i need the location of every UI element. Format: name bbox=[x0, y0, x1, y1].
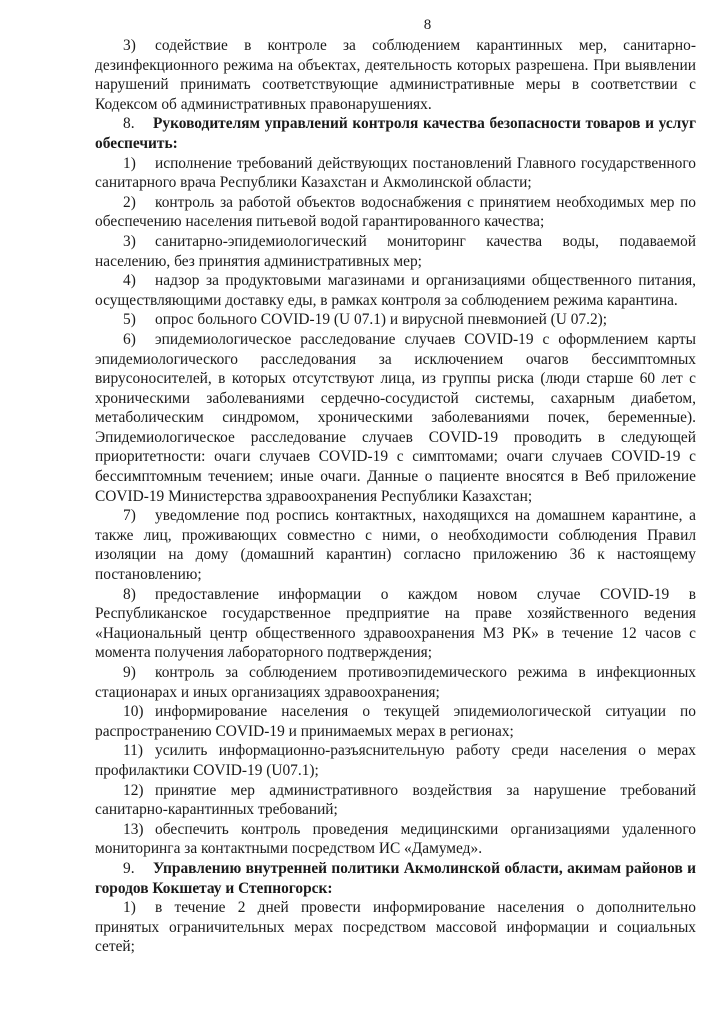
list-item-paragraph bbox=[95, 232, 696, 271]
item-number: 9) bbox=[123, 664, 136, 681]
list-item-paragraph bbox=[95, 310, 696, 330]
item-number: 3) bbox=[123, 232, 136, 250]
list-item-paragraph bbox=[95, 193, 696, 232]
paragraph-text: содействие в контроле за соблюдением карантинных мер, санитарно-дезинфекционного режима на объектах, деятельность которых разрешена. При выявлении нарушений принимать соответствующие административные меры в соответствии с Кодексом об административных правонарушениях. bbox=[95, 37, 696, 113]
paragraph-text: предоставление информации о каждом новом случае COVID-19 в Республиканское государственное предприятие на праве хозяйственного ведения «Национальный центр общественного здравоохранения МЗ РК» в течение 12 часов с момента получения лабораторного подтверждения; bbox=[95, 585, 696, 662]
page-number: 8 bbox=[423, 17, 432, 33]
item-number: 11) bbox=[123, 742, 143, 760]
paragraph-text: надзор за продуктовыми магазинами и организациями общественного питания, осуществляющими доставку еды, в рамках контроля за соблюдением режима карантина. bbox=[95, 272, 696, 309]
list-item-paragraph bbox=[95, 585, 696, 663]
list-item-paragraph bbox=[95, 702, 696, 741]
list-item-paragraph bbox=[95, 330, 696, 506]
paragraph-text: опрос больного COVID-19 (U 07.1) и вирусной пневмонией (U 07.2); bbox=[155, 311, 608, 329]
section-heading: Управлению внутренней политики Акмолинской области, акимам районов и городов Кокшетау и Степногорск: bbox=[95, 859, 696, 897]
item-number: 10) bbox=[123, 703, 144, 721]
paragraph-text: обеспечить контроль проведения медицинскими организациями удаленного мониторинга за контактными посредством ИС «Дамумед». bbox=[95, 820, 696, 858]
item-number: 1) bbox=[123, 154, 136, 172]
item-number: 12) bbox=[123, 781, 144, 799]
item-number: 2) bbox=[123, 193, 136, 211]
list-item-paragraph bbox=[95, 154, 696, 193]
section-heading-paragraph bbox=[95, 114, 696, 153]
list-item-paragraph bbox=[95, 781, 696, 820]
list-item-paragraph bbox=[95, 741, 696, 780]
section-heading-paragraph bbox=[95, 859, 696, 898]
list-item-paragraph bbox=[95, 898, 696, 957]
item-number: 1) bbox=[123, 899, 136, 917]
paragraph-text: санитарно-эпидемиологический мониторинг качества воды, подаваемой населению, без принятия административных мер; bbox=[95, 232, 696, 270]
item-number: 5) bbox=[123, 311, 136, 329]
paragraph-text: в течение 2 дней провести информирование населения о дополнительно принятых ограничительных мерах посредством массовой информации и социальных сетей; bbox=[95, 899, 696, 956]
list-item-paragraph bbox=[95, 506, 696, 584]
paragraph-text: информирование населения о текущей эпидемиологической ситуации по распространению COVID-19 и принимаемых мерах в регионах; bbox=[95, 703, 696, 740]
item-number: 7) bbox=[123, 507, 136, 525]
item-number: 6) bbox=[123, 330, 136, 348]
paragraph-text: контроль за соблюдением противоэпидемического режима в инфекционных стационарах и иных организациях здравоохранения; bbox=[95, 664, 696, 701]
item-number: 8) bbox=[123, 585, 136, 603]
paragraph-text: уведомление под роспись контактных, находящихся на домашнем карантине, а также лиц, проживающих совместно с ними, о необходимости соблюдения Правил изоляции на дому (домашний карантин) согласно приложению 36 к настоящему постановлению; bbox=[95, 507, 696, 584]
item-number: 9. bbox=[123, 859, 135, 877]
paragraph-text: принятие мер административного воздействия за нарушение требований санитарно-карантинных требований; bbox=[95, 781, 696, 819]
item-number: 3) bbox=[123, 37, 136, 54]
paragraph-text: исполнение требований действующих постановлений Главного государственного санитарного врача Республики Казахстан и Акмолинской области; bbox=[95, 154, 696, 192]
paragraph-text: усилить информационно-разъяснительную работу среди населения о мерах профилактики COVID-19 (U07.1); bbox=[95, 742, 696, 779]
document-body bbox=[95, 36, 696, 957]
item-number: 13) bbox=[123, 820, 144, 838]
paragraph-text: эпидемиологическое расследование случаев COVID-19 с оформлением карты эпидемиологического расследования за исключением очагов бессимптомных вирусоносителей, в которых отсутствуют лица, из группы риска (люди старше 60 лет с хроническими заболеваниями сердечно-сосудистой системы, сахарным диабетом, метаболическим синдромом, хроническими заболеваниями почек, беременные). Эпидемиологическое расследование случаев COVID-19 проводить в следующей приоритетности: очаги случаев COVID-19 с симптомами; очаги случаев COVID-19 с бессимптомным течением; иные очаги. Данные о пациенте вносятся в Веб приложение COVID-19 Министерства здравоохранения Республики Казахстан; bbox=[95, 330, 696, 505]
paragraph-text: контроль за работой объектов водоснабжения с принятием необходимых мер по обеспечению населения питьевой водой гарантированного качества; bbox=[95, 193, 696, 231]
section-heading: Руководителям управлений контроля качества безопасности товаров и услуг обеспечить: bbox=[95, 115, 696, 152]
list-item-paragraph bbox=[95, 36, 696, 114]
list-item-paragraph bbox=[95, 663, 696, 702]
list-item-paragraph bbox=[95, 271, 696, 310]
list-item-paragraph bbox=[95, 820, 696, 859]
item-number: 8. bbox=[123, 115, 135, 133]
item-number: 4) bbox=[123, 272, 136, 290]
